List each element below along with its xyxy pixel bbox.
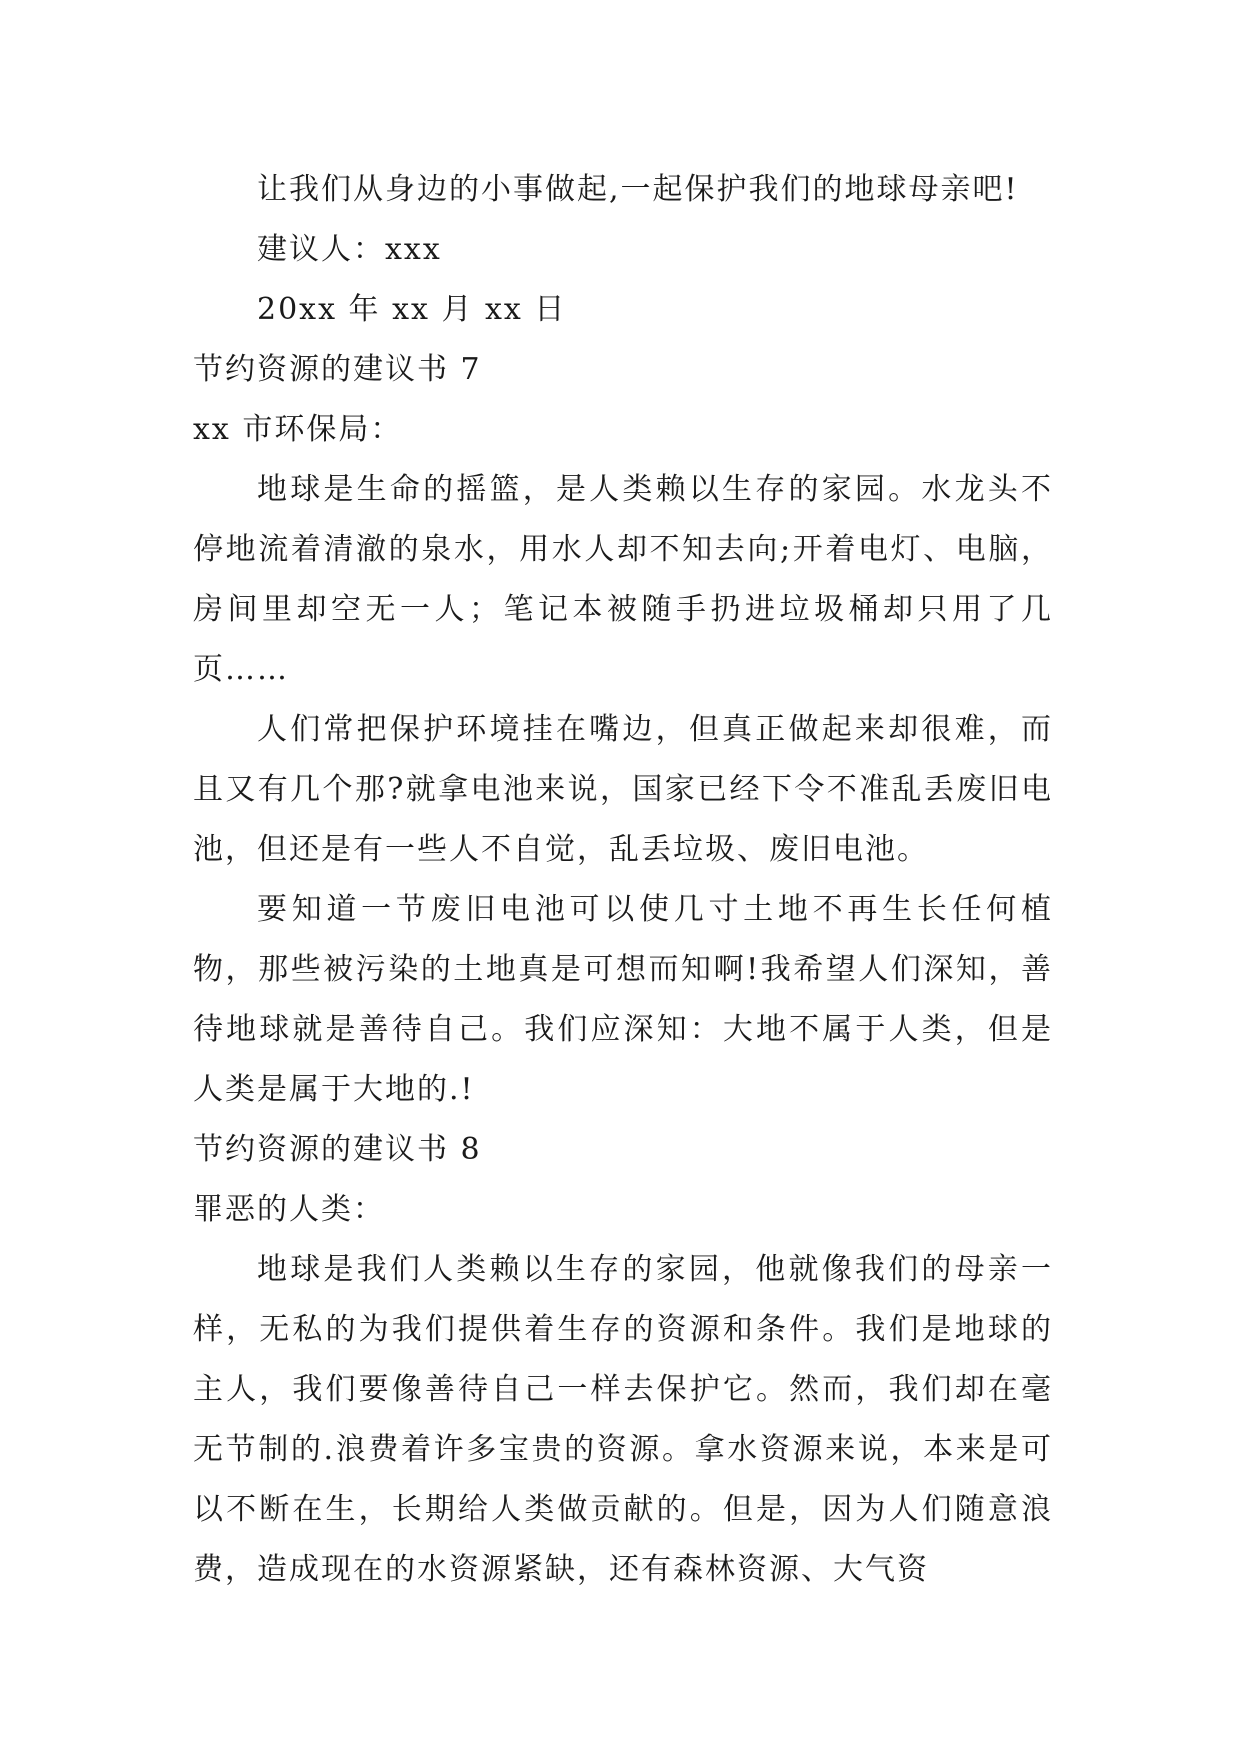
letter-8-salutation: 罪恶的人类：	[193, 1192, 385, 1227]
signer-line: 建议人：xxx	[257, 232, 442, 267]
letter-7-salutation: xx 市环保局：	[193, 412, 403, 447]
letter-7-paragraph-3: 要知道一节废旧电池可以使几寸土地不再生长任何植物，那些被污染的土地真是可想而知啊!我希望人们深知，善待地球就是善待自己。我们应深知：大地不属于人类，但是人类是属于大地的.!	[193, 892, 1053, 1107]
document-body	[193, 160, 1053, 1600]
date-line: 20xx 年 xx 月 xx 日	[257, 292, 567, 327]
closing-line: 让我们从身边的小事做起,一起保护我们的地球母亲吧!	[257, 172, 1019, 207]
letter-7-title: 节约资源的建议书 7	[193, 352, 482, 387]
letter-7-paragraph-1: 地球是生命的摇篮，是人类赖以生存的家园。水龙头不停地流着清澈的泉水，用水人却不知去向;开着电灯、电脑，房间里却空无一人；笔记本被随手扔进垃圾桶却只用了几页……	[193, 472, 1053, 687]
letter-7-paragraph-2: 人们常把保护环境挂在嘴边，但真正做起来却很难，而且又有几个那?就拿电池来说，国家已经下令不准乱丢废旧电池，但还是有一些人不自觉，乱丢垃圾、废旧电池。	[193, 712, 1053, 867]
letter-8-paragraph-1: 地球是我们人类赖以生存的家园，他就像我们的母亲一样，无私的为我们提供着生存的资源和条件。我们是地球的主人，我们要像善待自己一样去保护它。然而，我们却在毫无节制的.浪费着许多宝贵的资源。拿水资源来说，本来是可以不断在生，长期给人类做贡献的。但是，因为人们随意浪费，造成现在的水资源紧缺，还有森林资源、大气资	[193, 1252, 1053, 1587]
letter-8-title: 节约资源的建议书 8	[193, 1132, 482, 1167]
